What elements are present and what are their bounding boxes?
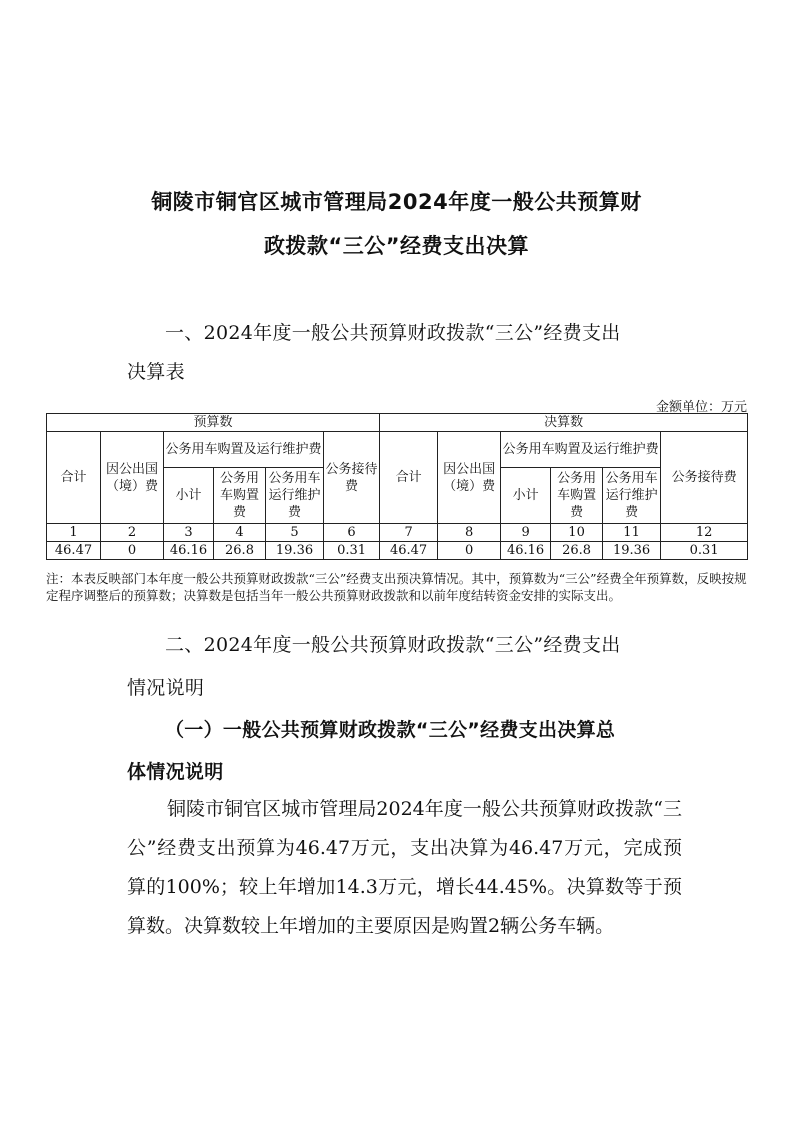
value-cell: 46.16 <box>164 542 214 560</box>
overall-description-paragraph: 铜陵市铜官区城市管理局2024年度一般公共预算财政拨款“三公”经费支出预算为46.47万元，支出决算为46.47万元，完成预算的100%；较上年增加14.3万元，增长44.45%。决算数等于预算数。决算数较上年增加的主要原因是购置2辆公务车辆。 <box>127 798 682 937</box>
index-cell: 4 <box>214 524 266 542</box>
budget-vehicle-group-header: 公务用车购置及运行维护费 <box>164 432 324 468</box>
final-total-header: 合计 <box>380 432 438 524</box>
final-vehicle-operation-header: 公务用车运行维护费 <box>603 468 661 524</box>
budget-vehicle-purchase-header: 公务用车购置费 <box>214 468 266 524</box>
section1-heading-cont: 决算表 <box>127 361 185 383</box>
value-cell: 0 <box>438 542 501 560</box>
value-cell: 46.47 <box>380 542 438 560</box>
value-cell: 26.8 <box>214 542 266 560</box>
index-cell: 12 <box>661 524 748 542</box>
value-cell: 19.36 <box>603 542 661 560</box>
index-cell: 6 <box>324 524 380 542</box>
final-abroad-header: 因公出国（境）费 <box>438 432 501 524</box>
table-note: 注：本表反映部门本年度一般公共预算财政拨款“三公”经费支出预决算情况。其中，预算数为“三公”经费全年预算数，反映按规定程序调整后的预算数；决算数是包括当年一般公共预算财政拨款和以前年度结转资金安排的实际支出。 <box>46 571 747 603</box>
budget-reception-header: 公务接待费 <box>324 432 380 524</box>
value-row <box>47 542 748 560</box>
budget-total-header: 合计 <box>47 432 101 524</box>
value-cell: 0.31 <box>324 542 380 560</box>
subsection1-heading: （一）一般公共预算财政拨款“三公”经费支出决算总 <box>165 719 616 741</box>
index-cell: 8 <box>438 524 501 542</box>
value-cell: 46.47 <box>47 542 101 560</box>
document-title-line1: 铜陵市铜官区城市管理局2024年度一般公共预算财 <box>151 190 642 214</box>
column-index-row <box>47 524 748 542</box>
final-subtotal-header: 小计 <box>501 468 551 524</box>
index-cell: 7 <box>380 524 438 542</box>
final-header: 决算数 <box>380 414 748 432</box>
budget-vehicle-operation-header: 公务用车运行维护费 <box>266 468 324 524</box>
document-title-line2: 政拨款“三公”经费支出决算 <box>263 234 530 258</box>
section2-heading-cont: 情况说明 <box>127 677 205 699</box>
index-cell: 10 <box>551 524 603 542</box>
index-cell: 11 <box>603 524 661 542</box>
value-cell: 19.36 <box>266 542 324 560</box>
final-vehicle-purchase-header: 公务用车购置费 <box>551 468 603 524</box>
section2-heading: 二、2024年度一般公共预算财政拨款“三公”经费支出 <box>165 634 621 656</box>
index-cell: 9 <box>501 524 551 542</box>
three-public-expense-table <box>46 413 748 560</box>
value-cell: 26.8 <box>551 542 603 560</box>
final-reception-header: 公务接待费 <box>661 432 748 524</box>
unit-label: 金额单位：万元 <box>655 400 747 415</box>
final-vehicle-group-header: 公务用车购置及运行维护费 <box>501 432 661 468</box>
subsection1-heading-cont: 体情况说明 <box>127 761 224 783</box>
index-cell: 2 <box>101 524 164 542</box>
value-cell: 0 <box>101 542 164 560</box>
value-cell: 0.31 <box>661 542 748 560</box>
budget-header: 预算数 <box>47 414 380 432</box>
index-cell: 1 <box>47 524 101 542</box>
section1-heading: 一、2024年度一般公共预算财政拨款“三公”经费支出 <box>165 322 621 344</box>
budget-abroad-header: 因公出国（境）费 <box>101 432 164 524</box>
index-cell: 3 <box>164 524 214 542</box>
budget-subtotal-header: 小计 <box>164 468 214 524</box>
index-cell: 5 <box>266 524 324 542</box>
value-cell: 46.16 <box>501 542 551 560</box>
